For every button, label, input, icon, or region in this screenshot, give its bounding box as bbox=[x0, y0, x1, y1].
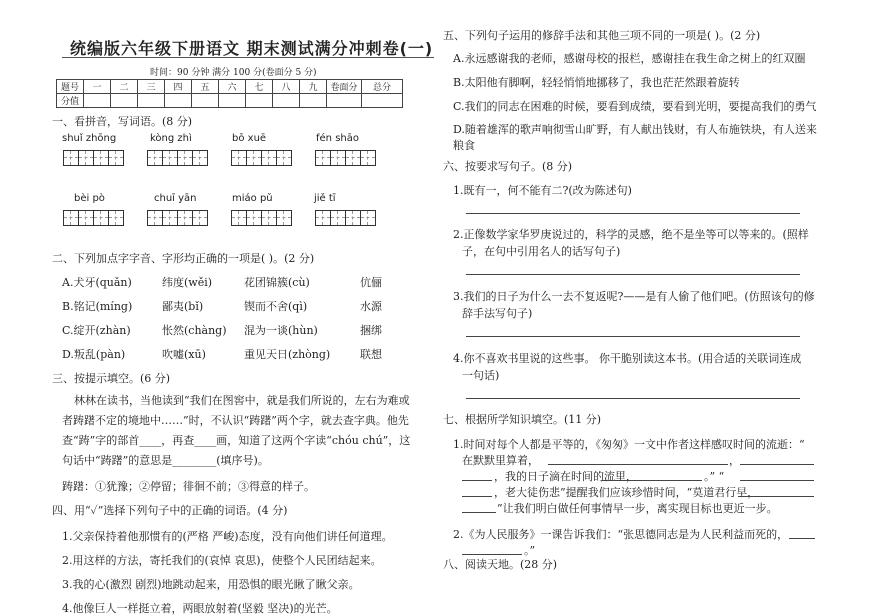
pinyin-label: miáo pǔ bbox=[232, 193, 273, 204]
fill-line: 。” bbox=[524, 544, 536, 557]
answer-blank[interactable] bbox=[740, 480, 814, 481]
option-c-3: 混为一谈(hùn) bbox=[244, 324, 318, 337]
table-cell[interactable] bbox=[246, 94, 273, 108]
exam-meta: 时间：90 分钟 满分 100 分(卷面分 5 分) bbox=[150, 68, 317, 78]
writing-grid[interactable] bbox=[148, 210, 208, 226]
answer-blank[interactable] bbox=[462, 496, 492, 497]
option-item: C.我们的同志在困难的时候，要看到成绩，要看到光明，要提高我们的勇气 bbox=[453, 100, 817, 113]
table-cell: 总分 bbox=[362, 80, 403, 94]
section-6-heading: 六、按要求写句子。(8 分) bbox=[443, 160, 573, 173]
passage-line: 句话中“踌躇”的意思是________(填序号)。 bbox=[62, 454, 269, 467]
option-b-2: 鄙夷(bǐ) bbox=[162, 300, 204, 313]
table-cell: 题号 bbox=[57, 80, 84, 94]
fill-line: 1.时间对每个人都是平等的，《匆匆》一文中作者这样感叹时间的流逝：“ bbox=[453, 438, 805, 451]
option-d-2: 吹嘘(xū) bbox=[162, 348, 206, 361]
section-4-heading: 四、用“✓”选择下列句子中的正确的词语。(4 分) bbox=[52, 504, 288, 517]
question-item: 一句话) bbox=[462, 369, 500, 382]
question-item: 1.既有一，何不能有二?(改为陈述句) bbox=[453, 184, 632, 197]
answer-blank[interactable] bbox=[462, 480, 492, 481]
fill-line: ”让我们明白做任何事情早一步，离实现目标也更近一步。 bbox=[497, 502, 778, 515]
table-cell[interactable] bbox=[219, 94, 246, 108]
writing-grid[interactable] bbox=[148, 150, 208, 166]
table-cell[interactable] bbox=[138, 94, 165, 108]
writing-grid[interactable] bbox=[316, 210, 376, 226]
option-a-1: A.犬牙(quǎn) bbox=[62, 276, 132, 289]
table-cell: 四 bbox=[165, 80, 192, 94]
option-d-4: 联想 bbox=[360, 348, 382, 361]
table-cell[interactable] bbox=[192, 94, 219, 108]
table-cell[interactable] bbox=[300, 94, 327, 108]
option-item: A.永远感谢我的老师，感谢母校的报栏，感谢挂在我生命之树上的红双圈 bbox=[453, 52, 806, 65]
table-cell[interactable] bbox=[111, 94, 138, 108]
question-item: 辞手法写句子) bbox=[462, 307, 533, 320]
page-title: 统编版六年级下册语文 期末测试满分冲刺卷(一) bbox=[70, 39, 434, 58]
writing-grid[interactable] bbox=[232, 150, 292, 166]
answer-blank[interactable] bbox=[789, 538, 815, 539]
answer-line[interactable] bbox=[466, 213, 800, 214]
option-c-2: 怅然(chàng) bbox=[162, 324, 227, 337]
table-cell: 五 bbox=[192, 80, 219, 94]
table-cell: 七 bbox=[246, 80, 273, 94]
table-cell[interactable] bbox=[327, 94, 362, 108]
writing-grid[interactable] bbox=[64, 210, 124, 226]
fill-line: ，老大徒伤悲”提醒我们应该珍惜时间，“莫道君行早， bbox=[494, 486, 759, 499]
question-item: 4.你不喜欢书里说的这些事。 你干脆别读这本书。(用合适的关联词连成 bbox=[453, 352, 802, 365]
question-item: 2.用这样的方法，寄托我们的(哀悼 哀思)，使整个人民团结起来。 bbox=[62, 554, 382, 567]
answer-blank[interactable] bbox=[602, 480, 702, 481]
table-cell: 分值 bbox=[57, 94, 84, 108]
pinyin-label: bèi pò bbox=[74, 193, 105, 204]
passage-line: 林林在读书，当他读到“我们在图窖中，就是我们所说的，左右为难或 bbox=[74, 394, 410, 407]
option-item: B.太阳他有脚啊，轻轻悄悄地挪移了，我也茫茫然跟着旋转 bbox=[453, 76, 740, 89]
writing-grid[interactable] bbox=[232, 210, 292, 226]
table-cell: 八 bbox=[273, 80, 300, 94]
section-1-heading: 一、看拼音，写词语。(8 分) bbox=[52, 115, 193, 128]
question-item: 2.正像数学家华罗庚说过的，科学的灵感，绝不是坐等可以等来的。(照样 bbox=[453, 228, 809, 241]
table-cell[interactable] bbox=[165, 94, 192, 108]
score-table-value-row bbox=[57, 94, 403, 108]
table-cell: 六 bbox=[219, 80, 246, 94]
option-a-3: 花团锦簇(cù) bbox=[244, 276, 310, 289]
pinyin-label: bō xuē bbox=[232, 133, 267, 144]
question-item: 1.父亲保持着他那惯有的(严格 严峻)态度，没有向他们讲任何道理。 bbox=[62, 530, 393, 543]
option-item: 粮食 bbox=[453, 139, 475, 152]
table-cell[interactable] bbox=[84, 94, 111, 108]
option-b-4: 水源 bbox=[360, 300, 382, 313]
section-2-heading: 二、下列加点字字音、字形均正确的一项是( )。(2 分) bbox=[52, 252, 315, 265]
answer-blank[interactable] bbox=[738, 496, 814, 497]
question-item: 4.他像巨人一样挺立着，两眼放射着(坚毅 坚决)的光芒。 bbox=[62, 602, 338, 615]
fill-line: ，我的日子滴在时间的流里， bbox=[494, 470, 637, 483]
pinyin-label: jiě tī bbox=[314, 193, 336, 204]
answer-line[interactable] bbox=[466, 274, 800, 275]
section-7-heading: 七、根据所学知识填空。(11 分) bbox=[443, 413, 602, 426]
passage-line: 查“踌”字的部首____，再查____画，知道了这两个字读“chóu chú”，这 bbox=[62, 434, 411, 447]
option-b-3: 锲而不舍(qì) bbox=[244, 300, 308, 313]
table-cell[interactable] bbox=[362, 94, 403, 108]
question-item: 子，在句中引用名人的话写句子) bbox=[462, 245, 621, 258]
definition-options: 踌躇：①犹豫；②停留；徘徊不前；③得意的样子。 bbox=[62, 480, 315, 493]
pinyin-label: fén shāo bbox=[316, 133, 359, 144]
section-8-heading: 八、阅读天地。(28 分) bbox=[443, 558, 558, 571]
answer-line[interactable] bbox=[466, 336, 800, 337]
answer-blank[interactable] bbox=[462, 512, 496, 513]
question-item: 3.我们的日子为什么一去不复返呢?——是有人偷了他们吧。(仿照该句的修 bbox=[453, 290, 815, 303]
table-cell[interactable] bbox=[273, 94, 300, 108]
section-5-heading: 五、下列句子运用的修辞手法和其他三项不同的一项是( )。(2 分) bbox=[443, 29, 761, 42]
option-d-3: 重见天日(zhòng) bbox=[244, 348, 331, 361]
table-cell: 一 bbox=[84, 80, 111, 94]
answer-line[interactable] bbox=[466, 398, 800, 399]
fill-line: ， bbox=[729, 454, 740, 467]
table-cell: 二 bbox=[111, 80, 138, 94]
passage-line: 者踌躇不定的境地中……”时，不认识“踌躇”两个字，就去查字典。他先 bbox=[62, 414, 409, 427]
score-table-header-row bbox=[57, 80, 403, 94]
table-cell: 九 bbox=[300, 80, 327, 94]
answer-blank[interactable] bbox=[548, 464, 728, 465]
option-d-1: D.叛乱(pàn) bbox=[62, 348, 126, 361]
pinyin-label: chuī yān bbox=[154, 193, 197, 204]
section-3-heading: 三、按提示填空。(6 分) bbox=[52, 372, 171, 385]
option-a-2: 纬度(wěi) bbox=[162, 276, 213, 289]
answer-blank[interactable] bbox=[462, 554, 522, 555]
table-cell: 卷面分 bbox=[327, 80, 362, 94]
fill-line: 2.《为人民服务》一课告诉我们：“张思德同志是为人民利益而死的， bbox=[453, 528, 789, 541]
option-c-4: 捆绑 bbox=[360, 324, 382, 337]
answer-blank[interactable] bbox=[740, 464, 814, 465]
option-a-4: 伉俪 bbox=[360, 276, 382, 289]
option-c-1: C.绽开(zhàn) bbox=[62, 324, 131, 337]
pinyin-label: kòng zhì bbox=[150, 133, 192, 144]
writing-grid[interactable] bbox=[316, 150, 376, 166]
fill-line: 。” “ bbox=[704, 470, 725, 483]
fill-line: 在默默里算着， bbox=[462, 454, 539, 467]
option-b-1: B.铭记(míng) bbox=[62, 300, 133, 313]
pinyin-label: shuǐ zhōng bbox=[62, 133, 117, 144]
table-cell: 三 bbox=[138, 80, 165, 94]
option-item: D.随着雄浑的歌声响彻雪山旷野，有人献出钱财，有人布施铁块，有人送来 bbox=[453, 123, 817, 136]
question-item: 3.我的心(激烈 剧烈)地跳动起来，用恐惧的眼光瞅了瞅父亲。 bbox=[62, 578, 360, 591]
writing-grid[interactable] bbox=[64, 150, 124, 166]
title-rule bbox=[62, 57, 434, 58]
score-table bbox=[56, 79, 403, 108]
